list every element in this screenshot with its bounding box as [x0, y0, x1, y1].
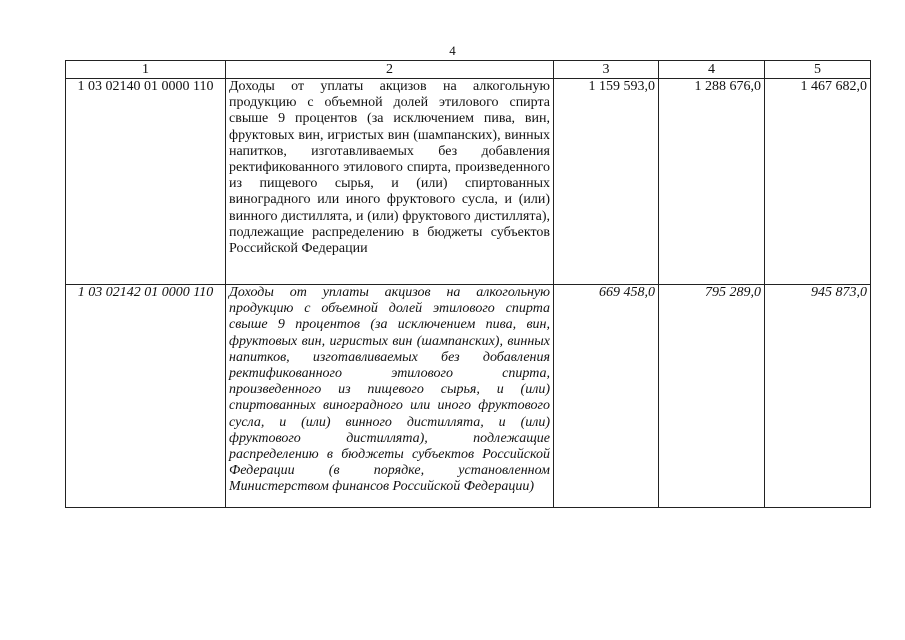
description-cell: Доходы от уплаты акцизов на алкогольную продукцию с объемной долей этилового спирта свыше 9 процентов (за исключением пива, вин, фруктовых вин, игристых вин (шампанских), винных напитков, изготавливаемых без добавления ректификованного этилового спирта, произведенного из пищевого сырья, и (или) спиртованных виноградного или иного фруктового сусла, и (или) винного дистиллята, и (или) фруктового дистиллята), подлежащие распределению в бюджеты субъектов Российской Федерации — [226, 79, 554, 285]
amount-col-5-cell: 945 873,0 — [765, 285, 871, 508]
amount-col-4-cell: 795 289,0 — [659, 285, 765, 508]
budget-code-cell: 1 03 02142 01 0000 110 — [66, 285, 226, 508]
budget-code-cell: 1 03 02140 01 0000 110 — [66, 79, 226, 285]
page-number: 4 — [449, 43, 456, 58]
header-col-4: 4 — [659, 61, 765, 79]
description-cell: Доходы от уплаты акцизов на алкогольную продукцию с объемной долей этилового спирта свыше 9 процентов (за исключением пива, вин, фруктовых вин, игристых вин (шампанских), винных напитков, изготавливаемых без добавления ректификованного этилового спирта, произведенного из пищевого сырья, и (или) спиртованных виноградного или иного фруктового сусла, и (или) винного дистиллята, и (или) фруктового дистиллята), подлежащие распределению в бюджеты субъектов Российской Федерации (в порядке, установленном Министерством финансов Российской Федерации) — [226, 285, 554, 508]
header-col-3: 3 — [554, 61, 659, 79]
amount-col-3-cell: 1 159 593,0 — [554, 79, 659, 285]
table-row — [66, 285, 871, 508]
header-col-1: 1 — [66, 61, 226, 79]
table-row — [66, 79, 871, 285]
amount-col-4-cell: 1 288 676,0 — [659, 79, 765, 285]
amount-col-3-cell: 669 458,0 — [554, 285, 659, 508]
amount-col-5-cell: 1 467 682,0 — [765, 79, 871, 285]
budget-table — [65, 60, 871, 508]
header-col-2: 2 — [226, 61, 554, 79]
header-row — [66, 61, 871, 79]
header-col-5: 5 — [765, 61, 871, 79]
